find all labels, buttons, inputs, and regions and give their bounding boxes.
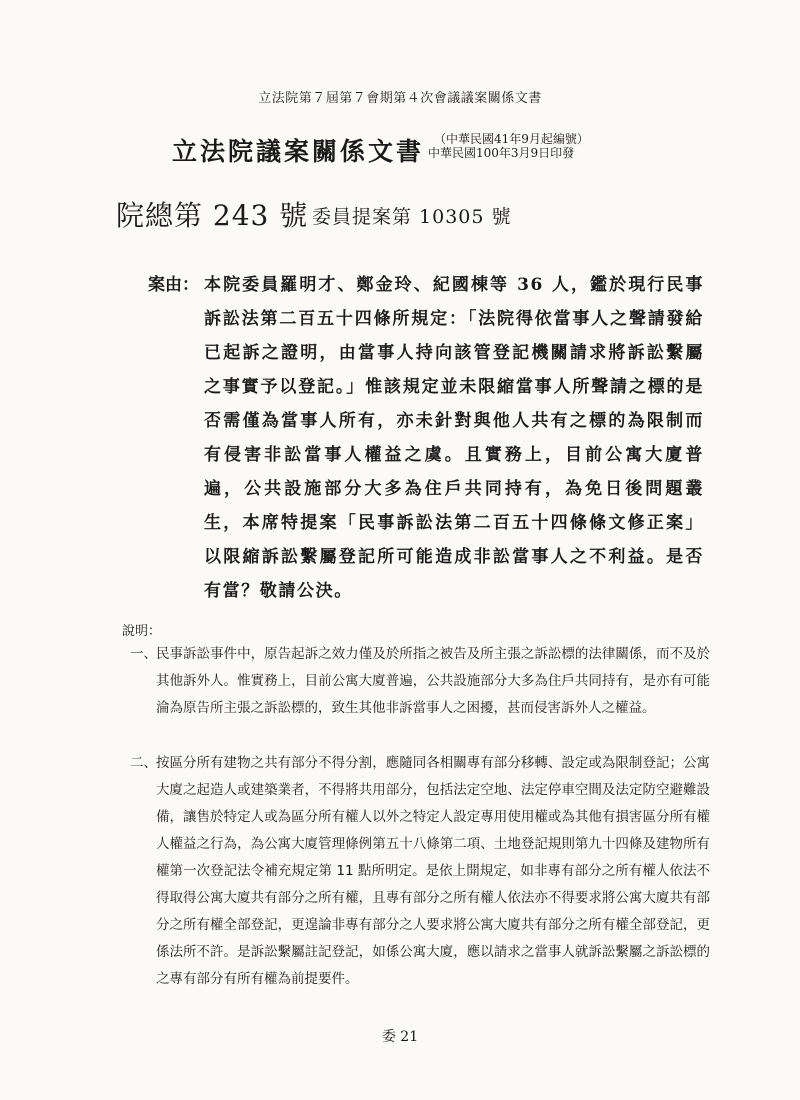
item-text: 按區分所有建物之共有部分不得分割，應隨同各相關專有部分移轉、設定或為限制登記；公寓大廈之起造人或建築業者，不得將共用部分，包括法定空地、法定停車空間及法定防空避難設備，讓售於特定人或為區分所有權人以外之特定人設定專用使用權或為其他有損害區分所有權人權益之行為，為公寓大廈管理條例第五十八條第二項、土地登記規則第九十四條及建物所有權第一次登記法令補充規定第 11 點所明定。是依上開規定，如非專有部分之所有權人依法不得取得公寓大廈共有部分之所有權，且專有部分之所有權人依法亦不得要求將公寓大廈共有部分之所有權全部登記，更遑論非專有部分之人要求將公寓大廈共有部分之所有權全部登記，更係法所不許。是訴訟繫屬註記登記，如係公寓大廈，應以請求之當事人就訴訟繫屬之訴訟標的之專有部分有所有權為前提要件。 — [156, 755, 710, 987]
case-label: 案由： — [148, 275, 199, 295]
case-text: 本院委員羅明才、鄭金玲、紀國棟等 36 人，鑑於現行民事訴訟法第二百五十四條所規定：「法院得依當事人之聲請發給已起訴之證明，由當事人持向該管登記機關請求將訴訟繫屬之事實予以登記。」惟該規定並未限縮當事人所聲請之標的是否需僅為當事人所有，亦未針對與他人共有之標的為限制而有侵害非訟當事人權益之虞。且實務上，目前公寓大廈普遍，公共設施部分大多為住戶共同持有，為免日後問題叢生，本席特提案「民事訴訟法第二百五十四條條文修正案」以限縮訴訟繫屬登記所可能造成非訟當事人之不利益。是否有當？敬請公決。 — [204, 275, 704, 601]
item-text: 民事訴訟事件中，原告起訴之效力僅及於所指之被告及所主張之訴訟標的法律關係，而不及於其他訴外人。惟實務上，目前公寓大廈普遍，公共設施部分大多為住戶共同持有，是亦有可能淪為原告所主張之訴訟標的，致生其他非訴當事人之困擾，甚而侵害訴外人之權益。 — [156, 646, 710, 716]
page-number: 委 21 — [381, 1029, 419, 1045]
explanation-label: 說明： — [122, 624, 162, 639]
numbering-note: （中華民國41年9月起編號） — [434, 132, 589, 146]
print-date: 中華民國100年3月9日印發 — [428, 146, 575, 160]
document-title: 立法院議案關係文書 — [172, 137, 425, 166]
proposal-number: 委員提案第 10305 號 — [312, 206, 512, 228]
doc-number: 院總第 243 號 — [116, 199, 309, 232]
explanation-item — [130, 750, 710, 993]
explanation-item — [130, 641, 710, 722]
title-note — [428, 132, 589, 160]
item-number: 一、 — [130, 646, 157, 662]
item-number: 二、 — [130, 755, 157, 771]
session-header: 立法院第７屆第７會期第４次會議議案關係文書 — [258, 91, 542, 106]
